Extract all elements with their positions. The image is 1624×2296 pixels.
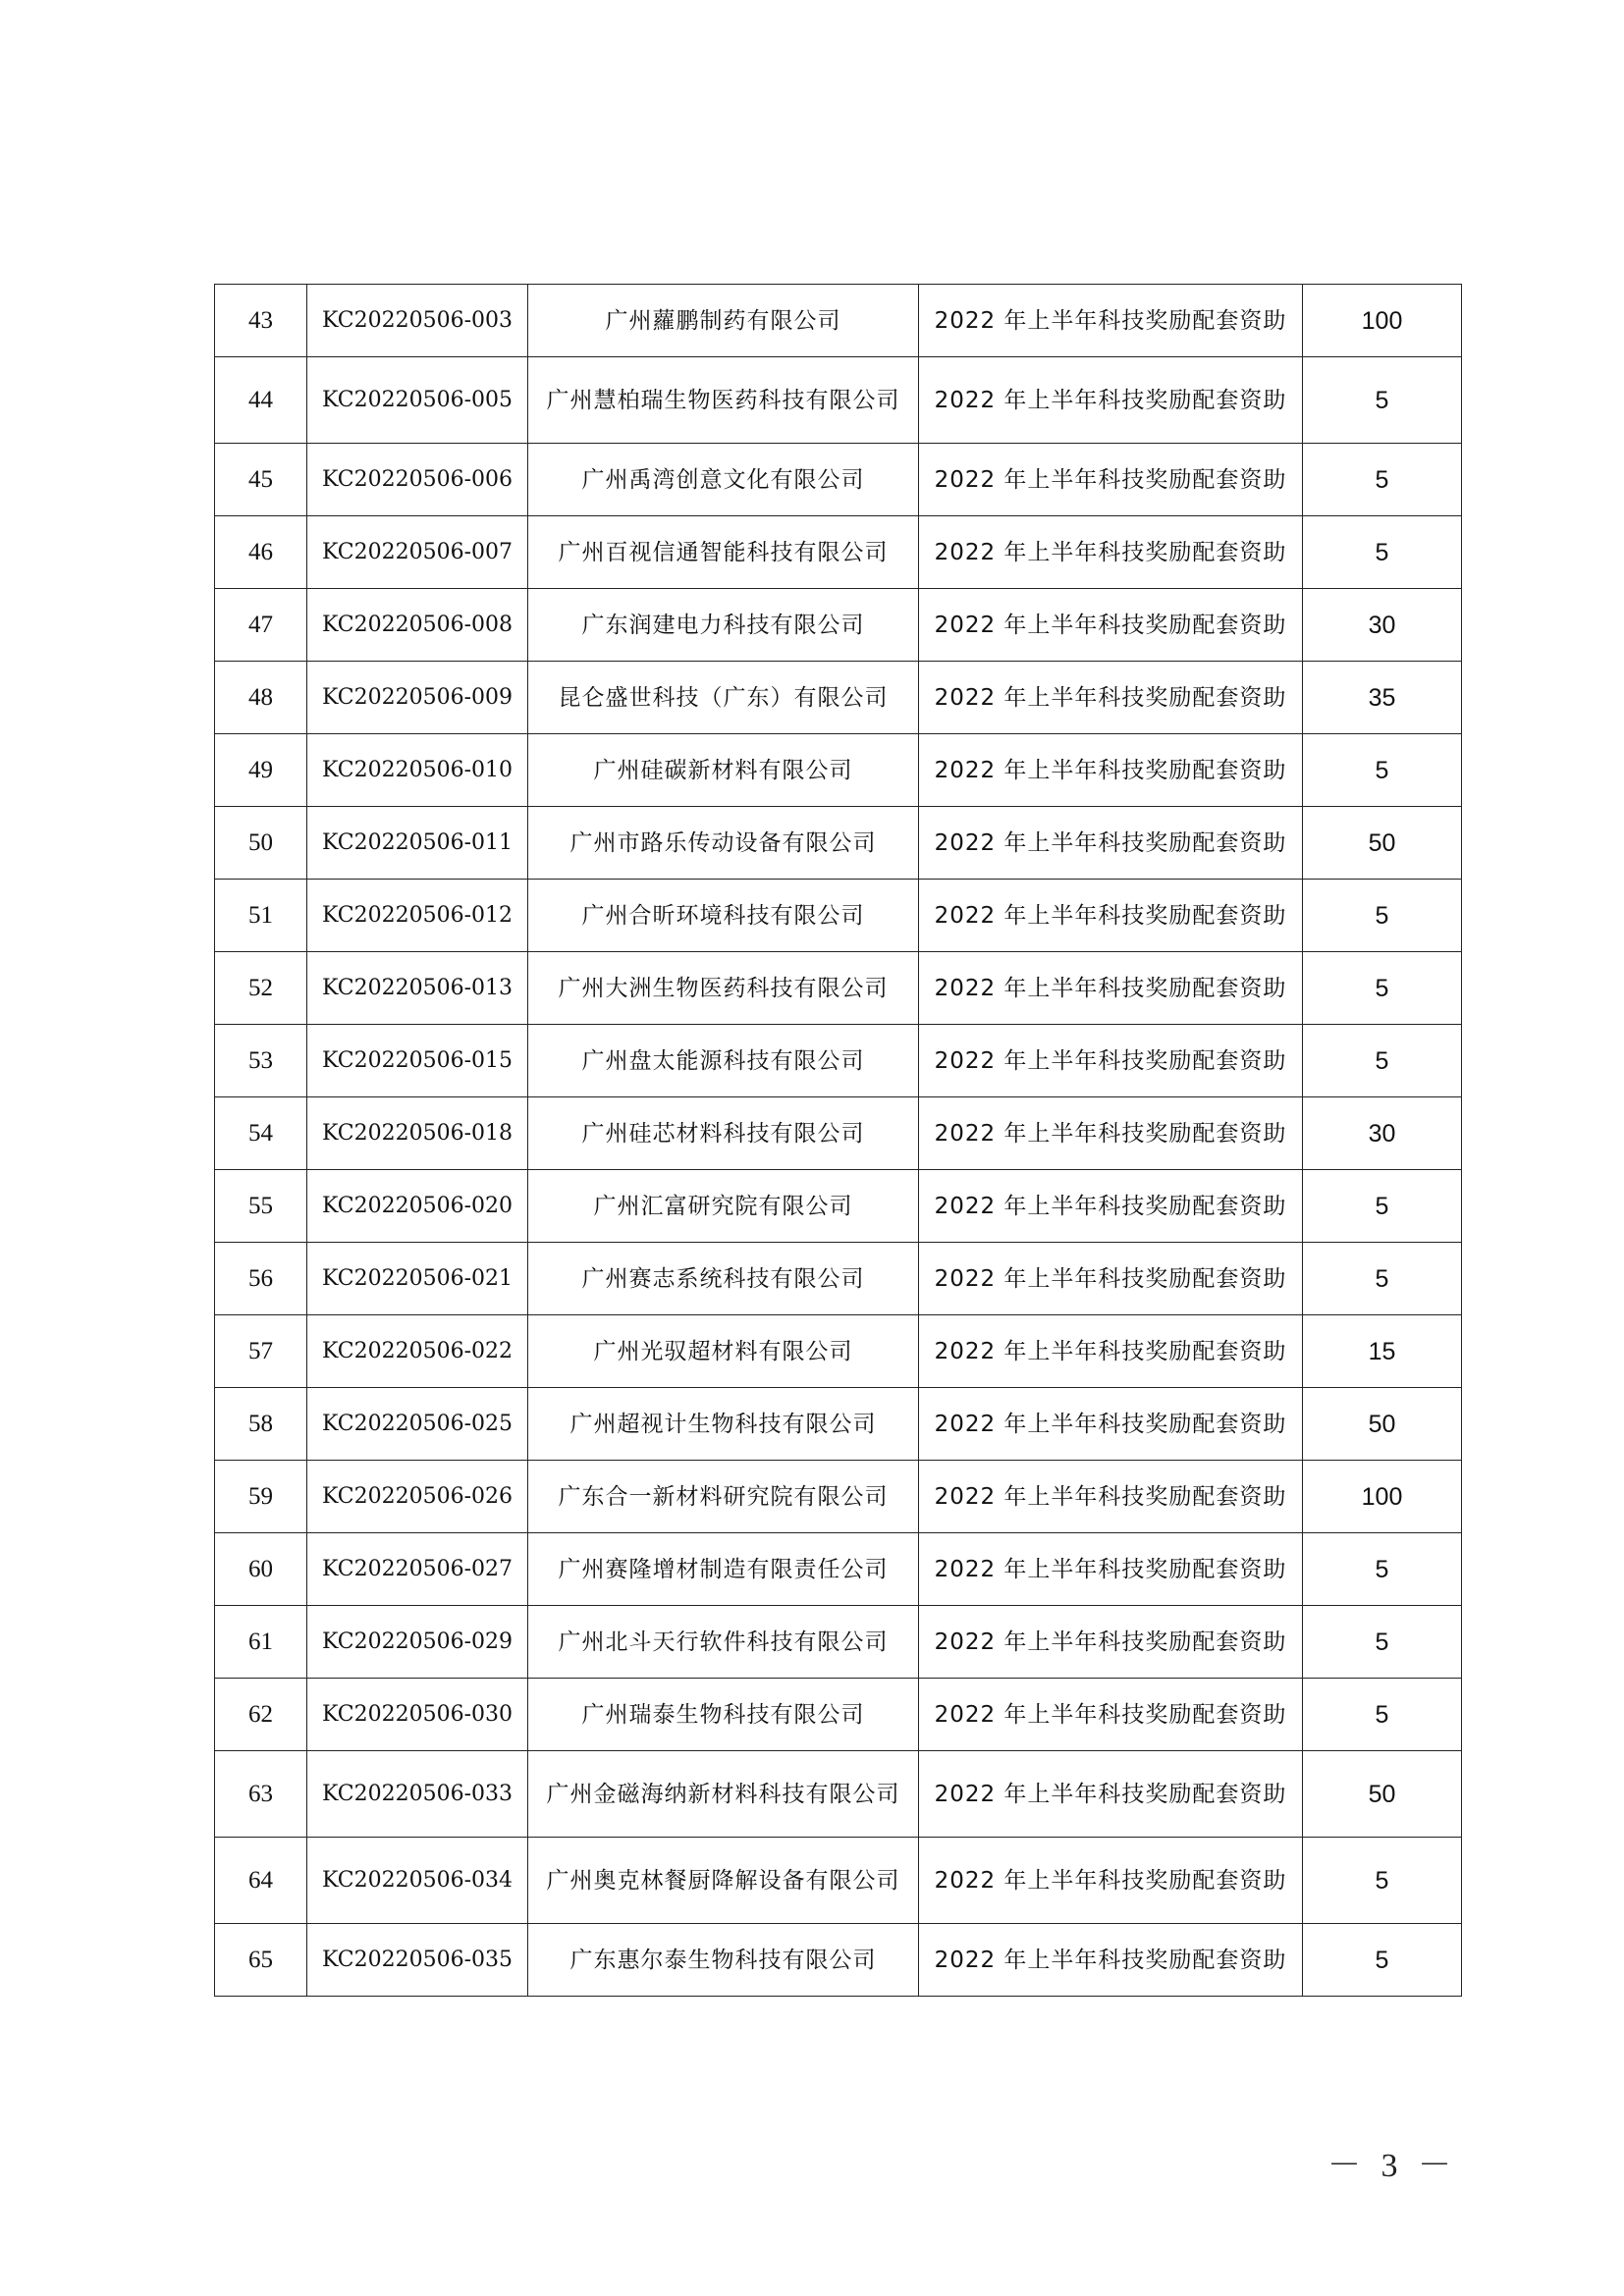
project-code-cell: KC20220506-033 (307, 1751, 528, 1838)
table-row (215, 1533, 1462, 1606)
project-code-cell: KC20220506-020 (307, 1170, 528, 1243)
project-code-cell: KC20220506-007 (307, 516, 528, 589)
company-name-cell: 广州大洲生物医药科技有限公司 (528, 952, 919, 1025)
row-number-cell: 56 (215, 1243, 307, 1315)
row-number-cell: 65 (215, 1924, 307, 1997)
project-code-cell: KC20220506-018 (307, 1097, 528, 1170)
amount-cell: 5 (1303, 1025, 1462, 1097)
table-row (215, 1170, 1462, 1243)
amount-cell: 5 (1303, 1170, 1462, 1243)
row-number-cell: 43 (215, 285, 307, 357)
amount-cell: 100 (1303, 1461, 1462, 1533)
project-code-cell: KC20220506-015 (307, 1025, 528, 1097)
amount-cell: 5 (1303, 1533, 1462, 1606)
project-code-cell: KC20220506-012 (307, 880, 528, 952)
row-number-cell: 63 (215, 1751, 307, 1838)
company-name-cell: 广州市路乐传动设备有限公司 (528, 807, 919, 880)
project-name-cell: 2022 年上半年科技奖励配套资助 (919, 1315, 1303, 1388)
row-number-cell: 44 (215, 357, 307, 444)
company-name-cell: 广东惠尔泰生物科技有限公司 (528, 1924, 919, 1997)
company-name-cell: 广州北斗天行软件科技有限公司 (528, 1606, 919, 1679)
project-code-cell: KC20220506-003 (307, 285, 528, 357)
project-name-cell: 2022 年上半年科技奖励配套资助 (919, 285, 1303, 357)
amount-cell: 5 (1303, 444, 1462, 516)
project-name-cell: 2022 年上半年科技奖励配套资助 (919, 1170, 1303, 1243)
row-number-cell: 51 (215, 880, 307, 952)
table-row (215, 807, 1462, 880)
table-row (215, 516, 1462, 589)
company-name-cell: 广州金磁海纳新材料科技有限公司 (528, 1751, 919, 1838)
project-name-cell: 2022 年上半年科技奖励配套资助 (919, 1751, 1303, 1838)
project-code-cell: KC20220506-027 (307, 1533, 528, 1606)
table-row (215, 1025, 1462, 1097)
project-name-cell: 2022 年上半年科技奖励配套资助 (919, 516, 1303, 589)
row-number-cell: 54 (215, 1097, 307, 1170)
company-name-cell: 昆仑盛世科技（广东）有限公司 (528, 662, 919, 734)
row-number-cell: 53 (215, 1025, 307, 1097)
table-row (215, 1097, 1462, 1170)
project-code-cell: KC20220506-005 (307, 357, 528, 444)
amount-cell: 5 (1303, 516, 1462, 589)
project-code-cell: KC20220506-021 (307, 1243, 528, 1315)
company-name-cell: 广州盘太能源科技有限公司 (528, 1025, 919, 1097)
company-name-cell: 广东合一新材料研究院有限公司 (528, 1461, 919, 1533)
table-row (215, 589, 1462, 662)
row-number-cell: 58 (215, 1388, 307, 1461)
row-number-cell: 60 (215, 1533, 307, 1606)
amount-cell: 5 (1303, 880, 1462, 952)
table-row (215, 1243, 1462, 1315)
project-code-cell: KC20220506-025 (307, 1388, 528, 1461)
project-name-cell: 2022 年上半年科技奖励配套资助 (919, 662, 1303, 734)
project-name-cell: 2022 年上半年科技奖励配套资助 (919, 1097, 1303, 1170)
table-row (215, 1461, 1462, 1533)
row-number-cell: 64 (215, 1838, 307, 1924)
company-name-cell: 广州硅碳新材料有限公司 (528, 734, 919, 807)
row-number-cell: 49 (215, 734, 307, 807)
table-row (215, 1315, 1462, 1388)
row-number-cell: 52 (215, 952, 307, 1025)
amount-cell: 5 (1303, 1243, 1462, 1315)
amount-cell: 5 (1303, 952, 1462, 1025)
project-code-cell: KC20220506-035 (307, 1924, 528, 1997)
table-row (215, 357, 1462, 444)
row-number-cell: 57 (215, 1315, 307, 1388)
project-name-cell: 2022 年上半年科技奖励配套资助 (919, 880, 1303, 952)
table-row (215, 1751, 1462, 1838)
page-number: － 3 － (1327, 2148, 1457, 2184)
table-row (215, 1679, 1462, 1751)
row-number-cell: 48 (215, 662, 307, 734)
project-code-cell: KC20220506-026 (307, 1461, 528, 1533)
table-row (215, 1606, 1462, 1679)
row-number-cell: 45 (215, 444, 307, 516)
company-name-cell: 广东润建电力科技有限公司 (528, 589, 919, 662)
table-row (215, 444, 1462, 516)
project-code-cell: KC20220506-030 (307, 1679, 528, 1751)
amount-cell: 50 (1303, 1751, 1462, 1838)
company-name-cell: 广州禹湾创意文化有限公司 (528, 444, 919, 516)
project-code-cell: KC20220506-029 (307, 1606, 528, 1679)
amount-cell: 15 (1303, 1315, 1462, 1388)
row-number-cell: 47 (215, 589, 307, 662)
project-name-cell: 2022 年上半年科技奖励配套资助 (919, 807, 1303, 880)
amount-cell: 5 (1303, 1924, 1462, 1997)
project-name-cell: 2022 年上半年科技奖励配套资助 (919, 734, 1303, 807)
row-number-cell: 59 (215, 1461, 307, 1533)
company-name-cell: 广州合昕环境科技有限公司 (528, 880, 919, 952)
amount-cell: 50 (1303, 807, 1462, 880)
project-code-cell: KC20220506-009 (307, 662, 528, 734)
project-name-cell: 2022 年上半年科技奖励配套资助 (919, 1838, 1303, 1924)
project-name-cell: 2022 年上半年科技奖励配套资助 (919, 1388, 1303, 1461)
project-code-cell: KC20220506-008 (307, 589, 528, 662)
company-name-cell: 广州赛志系统科技有限公司 (528, 1243, 919, 1315)
funding-table (214, 284, 1462, 1997)
company-name-cell: 广州超视计生物科技有限公司 (528, 1388, 919, 1461)
company-name-cell: 广州奥克林餐厨降解设备有限公司 (528, 1838, 919, 1924)
funding-table-body (215, 285, 1462, 1997)
company-name-cell: 广州光驭超材料有限公司 (528, 1315, 919, 1388)
table-row (215, 734, 1462, 807)
table-row (215, 1838, 1462, 1924)
company-name-cell: 广州慧柏瑞生物医药科技有限公司 (528, 357, 919, 444)
project-name-cell: 2022 年上半年科技奖励配套资助 (919, 1461, 1303, 1533)
row-number-cell: 62 (215, 1679, 307, 1751)
amount-cell: 5 (1303, 734, 1462, 807)
amount-cell: 35 (1303, 662, 1462, 734)
project-name-cell: 2022 年上半年科技奖励配套资助 (919, 1606, 1303, 1679)
project-name-cell: 2022 年上半年科技奖励配套资助 (919, 1924, 1303, 1997)
project-name-cell: 2022 年上半年科技奖励配套资助 (919, 1679, 1303, 1751)
project-name-cell: 2022 年上半年科技奖励配套资助 (919, 1243, 1303, 1315)
table-row (215, 1924, 1462, 1997)
project-code-cell: KC20220506-034 (307, 1838, 528, 1924)
table-row (215, 662, 1462, 734)
project-name-cell: 2022 年上半年科技奖励配套资助 (919, 952, 1303, 1025)
project-name-cell: 2022 年上半年科技奖励配套资助 (919, 357, 1303, 444)
table-row (215, 880, 1462, 952)
row-number-cell: 61 (215, 1606, 307, 1679)
project-code-cell: KC20220506-022 (307, 1315, 528, 1388)
amount-cell: 30 (1303, 589, 1462, 662)
company-name-cell: 广州赛隆增材制造有限责任公司 (528, 1533, 919, 1606)
amount-cell: 30 (1303, 1097, 1462, 1170)
amount-cell: 50 (1303, 1388, 1462, 1461)
amount-cell: 100 (1303, 285, 1462, 357)
project-name-cell: 2022 年上半年科技奖励配套资助 (919, 1533, 1303, 1606)
project-name-cell: 2022 年上半年科技奖励配套资助 (919, 1025, 1303, 1097)
table-row (215, 952, 1462, 1025)
project-name-cell: 2022 年上半年科技奖励配套资助 (919, 589, 1303, 662)
table-row (215, 1388, 1462, 1461)
amount-cell: 5 (1303, 1679, 1462, 1751)
row-number-cell: 46 (215, 516, 307, 589)
company-name-cell: 广州汇富研究院有限公司 (528, 1170, 919, 1243)
company-name-cell: 广州瑞泰生物科技有限公司 (528, 1679, 919, 1751)
project-code-cell: KC20220506-006 (307, 444, 528, 516)
company-name-cell: 广州蘿鹏制药有限公司 (528, 285, 919, 357)
amount-cell: 5 (1303, 1606, 1462, 1679)
table-row (215, 285, 1462, 357)
project-name-cell: 2022 年上半年科技奖励配套资助 (919, 444, 1303, 516)
row-number-cell: 50 (215, 807, 307, 880)
row-number-cell: 55 (215, 1170, 307, 1243)
project-code-cell: KC20220506-010 (307, 734, 528, 807)
project-code-cell: KC20220506-011 (307, 807, 528, 880)
company-name-cell: 广州百视信通智能科技有限公司 (528, 516, 919, 589)
amount-cell: 5 (1303, 357, 1462, 444)
project-code-cell: KC20220506-013 (307, 952, 528, 1025)
amount-cell: 5 (1303, 1838, 1462, 1924)
company-name-cell: 广州硅芯材料科技有限公司 (528, 1097, 919, 1170)
